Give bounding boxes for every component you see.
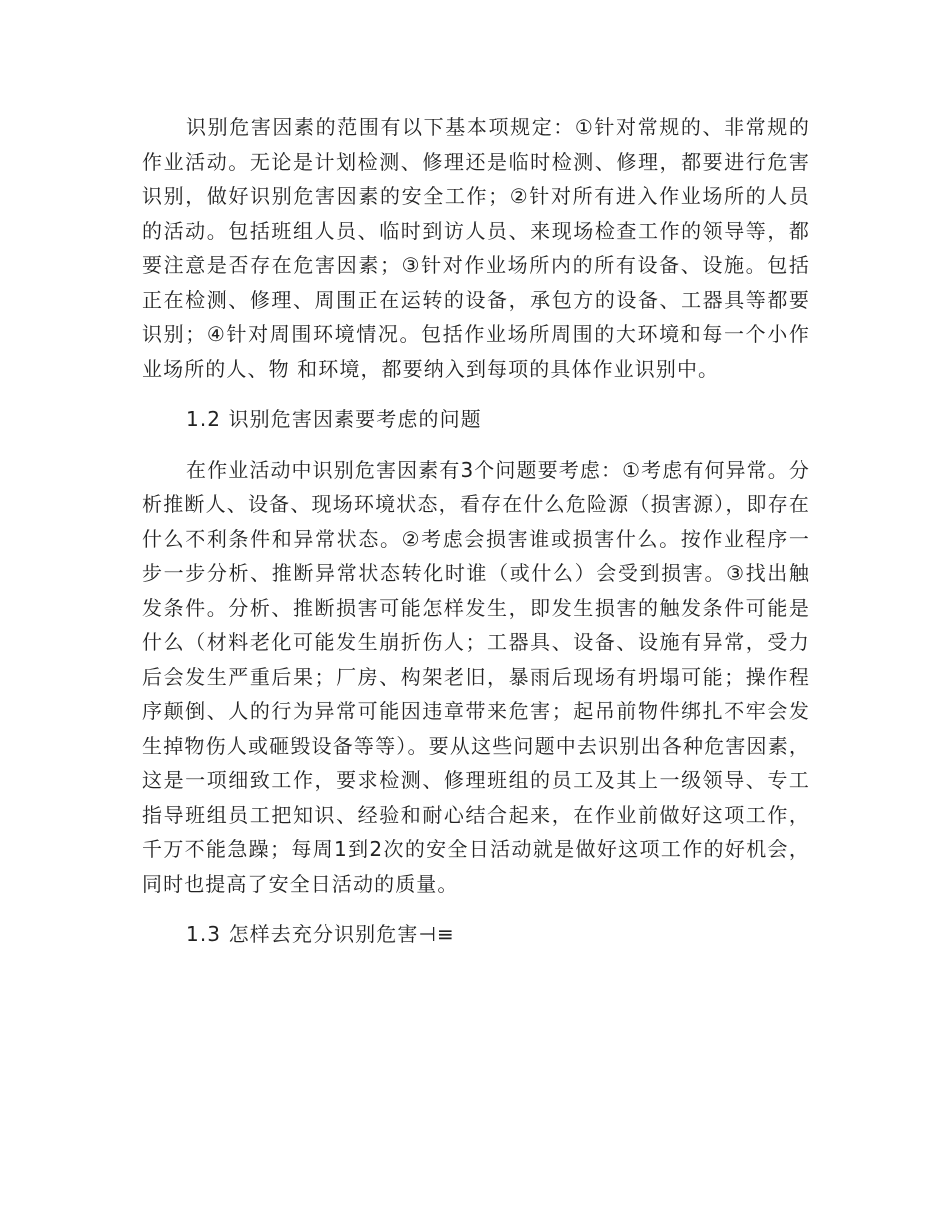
paragraph-hazard-questions: 在作业活动中识别危害因素有3个问题要考虑：①考虑有何异常。分析推断人、设备、现场环境状态，看存在什么危险源（损害源），即存在什么不利条件和异常状态。②考虑会损害谁或损害什么。按作业程序一步一步分析、推断异常状态转化时谁（或什么）会受到损害。③找出触发条件。分析、推断损害可能怎样发生，即发生损害的触发条件可能是什么（材料老化可能发生崩折伤人；工器具、设备、设施有异常，受力后会发生严重后果；厂房、构架老旧，暴雨后现场有坍塌可能；操作程序颠倒、人的行为异常可能因违章带来危害；起吊前物件绑扎不牢会发生掉物伤人或砸毁设备等等）。要从这些问题中去识别出各种危害因素，这是一项细致工作，要求检测、修理班组的员工及其上一级领导、专工指导班组员工把知识、经验和耐心结合起来，在作业前做好这项工作，千万不能急躁；每周1到2次的安全日活动就是做好这项工作的好机会，同时也提高了安全日活动的质量。: [142, 457, 810, 896]
document-body: [142, 110, 810, 952]
section-heading-1-2: 1.2 识别危害因素要考虑的问题: [186, 407, 482, 431]
section-heading-1-3: 1.3 怎样去充分识别危害⊣≡: [186, 922, 455, 946]
paragraph-hazard-scope: 识别危害因素的范围有以下基本项规定：①针对常规的、非常规的作业活动。无论是计划检测、修理还是临时检测、修理，都要进行危害识别，做好识别危害因素的安全工作；②针对所有进入作业场所的人员的活动。包括班组人员、临时到访人员、来现场检查工作的领导等，都要注意是否存在危害因素；③针对作业场所内的所有设备、设施。包括正在检测、修理、周围正在运转的设备，承包方的设备、工器具等都要识别；④针对周围环境情况。包括作业场所周围的大环境和每一个小作业场所的人、物 和环境，都要纳入到每项的具体作业识别中。: [142, 115, 810, 381]
